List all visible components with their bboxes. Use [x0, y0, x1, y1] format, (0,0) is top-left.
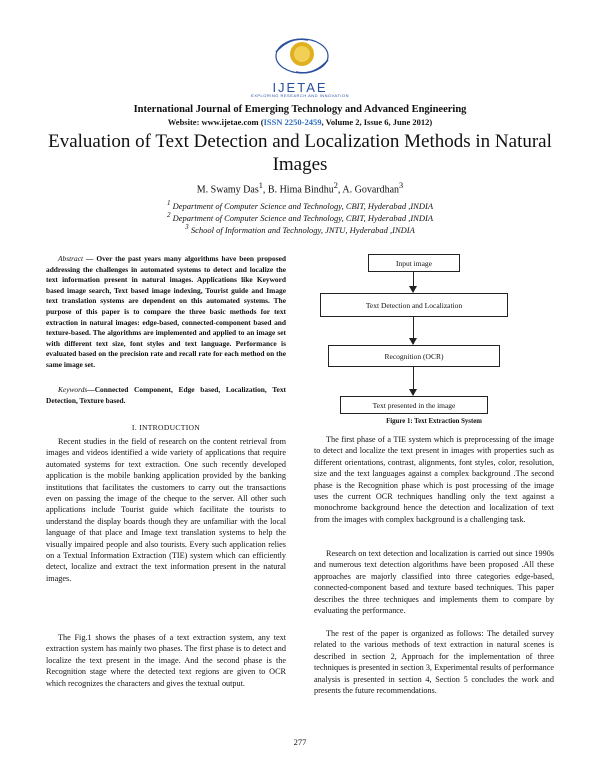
- keywords: [46, 385, 286, 406]
- affiliation-1: [0, 199, 600, 211]
- abstract-label: Abstract: [58, 254, 84, 263]
- website-suffix: , Volume 2, Issue 6, June 2012): [321, 117, 433, 127]
- right-paragraph-2: [314, 548, 554, 616]
- flow-arrow-3: [413, 366, 414, 395]
- journal-website: [0, 117, 600, 127]
- keywords-text: —Connected Component, Edge based, Localization, Text Detection, Texture based.: [46, 385, 286, 405]
- keywords-label: Keywords: [58, 385, 88, 394]
- right-p1-text: The first phase of a TIE system which is preprocessing of the image to detect and localize the text present in images with properties such as different orientations, contrast, alignments, font styles, color, resolution, size and the text languages against a complex background .The second phase is the Recognition phase which is post processing of the image uses the current OCR techniques handling only the text against a monochrome background hence the detection and localization of text from the images with complex background is a challenging task.: [314, 435, 554, 524]
- flow-box-input-image: Input image: [368, 254, 460, 272]
- flow-box-detection: Text Detection and Localization: [320, 293, 508, 317]
- author-2: B. Hima Bindhu: [267, 184, 334, 196]
- flow-box-recognition: Recognition (OCR): [328, 345, 500, 367]
- intro-p2-text: The Fig.1 shows the phases of a text extraction system, any text extraction system has mainly two phases. The first phase is to detect and localize the text present in the image. And the second phase is the Recognition stage where the detected text regions are given to OCR which recognizes the characters and gives the textual output.: [46, 633, 286, 688]
- section-heading-introduction: I. INTRODUCTION: [131, 423, 201, 432]
- author-3-sup: 3: [399, 181, 404, 190]
- flow-arrow-1: [413, 271, 414, 292]
- right-p3-text: The rest of the paper is organized as follows: The detailed survey related to the various methods of text extraction in natural scenes is described in section 2, Approach for the implementation of three techniques is presented in section 3, Experimental results of performance analysis is presented in section 4, Section 5 concludes the work and presents the future recommendations.: [314, 629, 554, 696]
- intro-paragraph-2: [46, 632, 286, 689]
- page-number: 277: [293, 737, 307, 747]
- author-1: M. Swamy Das: [196, 184, 259, 196]
- affiliation-2-text: Department of Computer Science and Technology, CBIT, Hyderabad ,INDIA: [172, 212, 434, 223]
- affiliation-1-sup: 1: [166, 199, 171, 207]
- figure-caption: Figure 1: Text Extraction System: [386, 418, 482, 425]
- issn-link[interactable]: ISSN 2250-2459: [263, 117, 322, 127]
- right-paragraph-1: [314, 434, 554, 525]
- affiliation-2: [0, 211, 600, 223]
- logo-tagline: EXPLORING RESEARCH AND INNOVATION: [251, 93, 349, 98]
- affiliation-2-sup: 2: [166, 211, 171, 219]
- abstract-text: — Over the past years many algorithms have been proposed addressing the challenges in automated systems to detect and localize the text information present in natural images. Applications like Keyword based image search, Text based image indexing, Tourist guide and Image text translation systems are dependent on this automated systems. The purpose of this paper is to compare the three basic methods for text extraction in natural images: edge-based, connected-component based and texture-based. The algorithms are implemented and applied to an image set with different text size, font styles and text language. Performance is evaluated based on the precision rate and recall rate for each method on the same image set.: [46, 254, 286, 369]
- right-p2-text: Research on text detection and localization is carried out since 1990s and numerous text detection algorithms have been proposed .All these approaches are majorly classified into three categories edge-based, connected-component based and texture based techniques. This paper describes the three techniques and implements them to compare by evaluating the performance.: [314, 549, 554, 616]
- affiliation-3-sup: 3: [185, 223, 189, 231]
- intro-p1-text: Recent studies in the field of research on the content retrieval from images and videos identified a wide variety of applications that require automated systems for text extraction. One such recently developed application is the mobile banking application provided by the banking institutions that facilitates the customers to carry out the transactions even on passing the image of the cheque to the server. All other such applications include Tourist guide which facilitate the tourists to understand the display boards though they are unfamiliar with the local language of that place and Image text translation systems to help the visually impaired people and also tourists. Every such application relies on a Textual Information Extraction (TIE) system which can efficiently detect, localize and extract the text information present in the natural images.: [46, 437, 286, 583]
- affiliation-1-text: Department of Computer Science and Technology, CBIT, Hyderabad ,INDIA: [172, 200, 434, 211]
- affiliation-3: [0, 223, 600, 235]
- author-2-sup: 2: [333, 181, 338, 190]
- journal-name: International Journal of Emerging Technology and Advanced Engineering: [133, 104, 467, 115]
- author-3: A. Govardhan: [342, 184, 400, 196]
- abstract: [46, 254, 286, 371]
- flow-arrow-2: [413, 316, 414, 344]
- logo-wordmark: IJETAE: [272, 80, 328, 95]
- website-prefix: Website: www.ijetae.com (: [167, 117, 264, 127]
- intro-paragraph-1: [46, 436, 286, 584]
- right-paragraph-3: [314, 628, 554, 696]
- author-list: M. Swamy Das$^1$, B. Hima Bindhu$^2$, A. Govardhan$^3$: [196, 181, 404, 196]
- affiliation-3-text: School of Information and Technology, JNTU, Hyderabad ,INDIA: [190, 224, 415, 235]
- paper-title: Evaluation of Text Detection and Localization Methods in Natural Images: [48, 131, 552, 175]
- author-1-sup: 1: [258, 181, 263, 190]
- flow-box-text-output: Text presented in the image: [340, 396, 488, 414]
